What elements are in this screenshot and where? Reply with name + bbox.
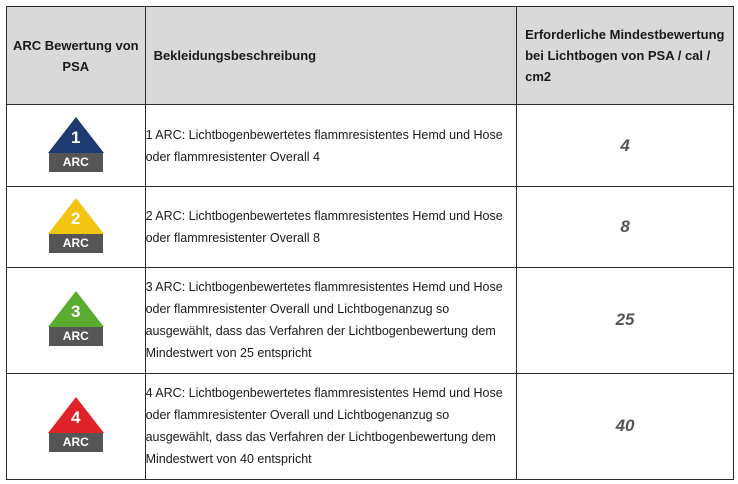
badge-label: ARC xyxy=(49,234,103,253)
badge-label: ARC xyxy=(49,153,103,172)
arc-3-badge-icon xyxy=(46,291,106,349)
table-row xyxy=(7,105,734,187)
table-row xyxy=(7,187,734,267)
header-row xyxy=(7,7,734,105)
badge-number: 1 xyxy=(71,127,81,147)
arc-4-badge-icon xyxy=(46,397,106,455)
arc-badge-cell xyxy=(7,267,146,373)
header-arc-rating: ARC Bewertung von PSA xyxy=(7,7,146,105)
badge-number: 3 xyxy=(71,302,81,322)
clothing-description: 2 ARC: Lichtbogenbewertetes flammresistentes Hemd und Hose oder flammresistenter Overall 8 xyxy=(145,187,517,267)
clothing-description: 3 ARC: Lichtbogenbewertetes flammresistentes Hemd und Hose oder flammresistenter Overall und Lichtbogenanzug so ausgewählt, dass das Verfahren der Lichtbogenbewertung dem Mindestwert von 25 entspricht xyxy=(145,267,517,373)
minimum-rating-value: 8 xyxy=(517,187,734,267)
arc-2-badge-icon xyxy=(46,198,106,256)
header-clothing-description: Bekleidungsbeschreibung xyxy=(145,7,517,105)
ppe-arc-rating-table xyxy=(6,6,734,480)
badge-label: ARC xyxy=(49,433,103,452)
arc-badge-cell xyxy=(7,187,146,267)
clothing-description: 4 ARC: Lichtbogenbewertetes flammresistentes Hemd und Hose oder flammresistenter Overall und Lichtbogenanzug so ausgewählt, dass das Verfahren der Lichtbogenbewertung dem Mindestwert von 40 entspricht xyxy=(145,373,517,479)
arc-1-badge-icon xyxy=(46,117,106,175)
table-row xyxy=(7,267,734,373)
badge-number: 4 xyxy=(71,408,81,428)
badge-number: 2 xyxy=(71,208,81,228)
header-minimum-rating: Erforderliche Mindestbewertung bei Lichtbogen von PSA / cal / cm2 xyxy=(517,7,734,105)
badge-label: ARC xyxy=(49,327,103,346)
minimum-rating-value: 4 xyxy=(517,105,734,187)
minimum-rating-value: 25 xyxy=(517,267,734,373)
arc-badge-cell xyxy=(7,373,146,479)
clothing-description: 1 ARC: Lichtbogenbewertetes flammresistentes Hemd und Hose oder flammresistenter Overall 4 xyxy=(145,105,517,187)
minimum-rating-value: 40 xyxy=(517,373,734,479)
table-row xyxy=(7,373,734,479)
arc-badge-cell xyxy=(7,105,146,187)
